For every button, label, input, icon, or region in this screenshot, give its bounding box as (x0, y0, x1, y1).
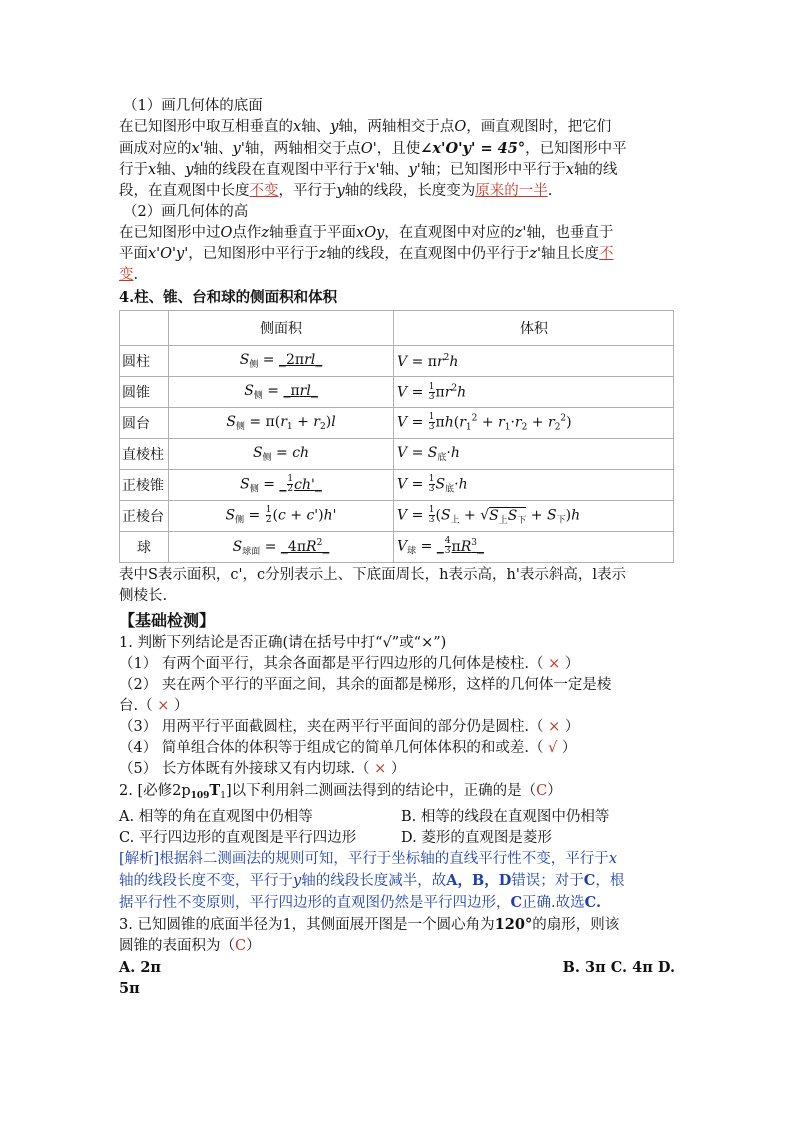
solid-name: 圆柱 (120, 346, 169, 377)
lateral-area-formula: $S_侧$ = _ $\frac{1}{2}$ ch'_ (169, 470, 394, 501)
explanation-line: 据平行性不变原则，平行四边形的直观图仍然是平行四边形，C正确.故选C. (119, 894, 601, 911)
table-note: 侧棱长. (119, 588, 168, 604)
question-item: （1） 有两个面平行，其余各面都是平行四边形的几何体是棱柱.（ × ） (119, 656, 580, 672)
question-item: （5） 长方体既有外接球又有内切球.（ × ） (119, 761, 406, 777)
solid-name: 球 (120, 532, 169, 563)
table-header-row (120, 311, 674, 346)
question-item: （4） 简单组合体的体积等于组成它的简单几何体体积的和或差.（ √ ） (119, 740, 577, 756)
explanation-line: [解析]根据斜二测画法的规则可知，平行于坐标轴的直线平行性不变，平行于x (119, 851, 617, 867)
lateral-area-formula: $S_侧$ = ch (169, 439, 394, 470)
volume-formula: $V = \pi r^2h$ (394, 346, 674, 377)
subsection-title: （1）画几何体的底面 (123, 98, 263, 114)
subsection-title: （2）画几何体的高 (123, 204, 249, 220)
volume-formula: V = $\frac{1}{3}$ $\pi r^2h$ (394, 377, 674, 408)
option-row: A. 相等的角在直观图中仍相等 B. 相等的线段在直观图中仍相等 (119, 809, 610, 825)
table-header-cell: 体积 (394, 311, 674, 346)
solid-name: 圆锥 (120, 377, 169, 408)
paragraph-line: 变. (119, 267, 139, 283)
solid-name: 正棱锥 (120, 470, 169, 501)
question-stem: 1. 判断下列结论是否正确(请在括号中打“√”或“×”) (119, 635, 447, 651)
table-row (120, 470, 674, 501)
lateral-area-formula: $S_侧 = \pi(r_1 + r_2)l$ (169, 408, 394, 439)
paragraph-line: 画成对应的x'轴、y'轴，两轴相交于点O'，且使∠x'O'y' = 45°，已知图形中平 (119, 140, 627, 157)
document-page (119, 96, 675, 999)
volume-formula: V = $\frac{1}{3}$ $(S_上 + √S_上S_下 + S_下)h$ (394, 501, 674, 532)
volume-formula: V = $\frac{1}{3}$ $\pi h(r_1^2 + r_1\cdot r_2 + r_2^2)$ (394, 408, 674, 439)
lateral-area-formula: $S_侧$ = _2πrl_ (169, 346, 394, 377)
question-stem: 3. 已知圆锥的底面半径为1，其侧面展开图是一个圆心角为120°的扇形，则该 (119, 916, 620, 933)
section-title: 4.柱、锥、台和球的侧面积和体积 (119, 289, 338, 306)
paragraph-line: 行于x轴、y轴的线段在直观图中平行于x'轴、y'轴；已知图形中平行于x轴的线 (119, 162, 618, 178)
paragraph-line: 在已知图形中取互相垂直的x轴、y轴，两轴相交于点O，画直观图时，把它们 (119, 119, 612, 135)
table-row (120, 408, 674, 439)
option-row: 5π (119, 980, 140, 997)
section-heading: 【基础检测】 (119, 611, 216, 630)
question-item: （3） 用两平行平面截圆柱，夹在两平行平面间的部分仍是圆柱.（ × ） (119, 719, 580, 735)
volume-formula: V = $\frac{1}{3}$ $S_底\cdot h$ (394, 470, 674, 501)
table-row (120, 346, 674, 377)
table-row (120, 377, 674, 408)
paragraph-line: 段，在直观图中长度不变，平行于y轴的线段，长度变为原来的一半. (119, 183, 553, 199)
option-row: A. 2π B. 3π C. 4π D. (119, 959, 675, 976)
volume-formula: $V = S_底\cdot h$ (394, 439, 674, 470)
lateral-area-formula: $S_侧$ = _πrl_ (169, 377, 394, 408)
table-note: 表中S表示面积，c'，c分别表示上、下底面周长，h表示高，h'表示斜高，l表示 (119, 567, 626, 583)
solid-name: 正棱台 (120, 501, 169, 532)
lateral-area-formula: $S_侧$ = $\frac{1}{2}$ (c + c')h' (169, 501, 394, 532)
table-header-cell: 侧面积 (169, 311, 394, 346)
table-row (120, 532, 674, 563)
formula-table (119, 310, 674, 563)
question-stem: 圆锥的表面积为（C） (119, 938, 261, 954)
table-header-cell (120, 311, 169, 346)
question-stem: 2. [必修$2p_{109}T_1$]以下利用斜二测画法得到的结论中，正确的是（C） (119, 782, 562, 801)
table-row (120, 501, 674, 532)
table-row (120, 439, 674, 470)
solid-name: 直棱柱 (120, 439, 169, 470)
solid-name: 圆台 (120, 408, 169, 439)
paragraph-line: 平面x'O'y'，已知图形中平行于z轴的线段，在直观图中仍平行于z'轴且长度不 (119, 246, 614, 262)
paragraph-line: 在已知图形中过O点作z轴垂直于平面xOy，在直观图中对应的z'轴，也垂直于 (119, 225, 614, 241)
option-row: C. 平行四边形的直观图是平行四边形 D. 菱形的直观图是菱形 (119, 830, 552, 846)
lateral-area-formula: $S_{球面}$ = $\_4\pi R^2\_$ (169, 532, 394, 563)
explanation-line: 轴的线段长度不变，平行于y轴的线段长度减半，故A，B，D错误；对于C，根 (119, 872, 625, 889)
question-item: 台.（ × ） (119, 698, 189, 714)
volume-formula: $V_球$ = _ $\frac{4}{3}$ $\pi R^3\_$ (394, 532, 674, 563)
question-item: （2） 夹在两个平行的平面之间，其余的面都是梯形，这样的几何体一定是棱 (119, 677, 612, 693)
